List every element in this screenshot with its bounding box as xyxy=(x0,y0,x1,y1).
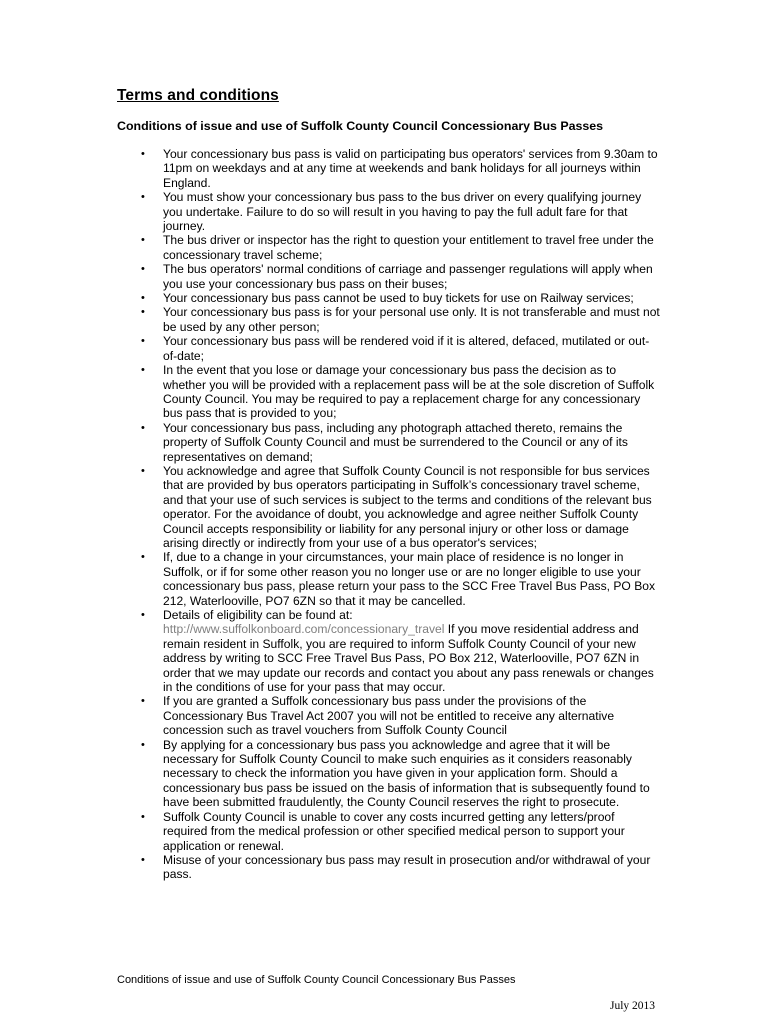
bullet-icon: • xyxy=(141,810,145,823)
eligibility-item xyxy=(117,608,662,694)
condition-text: Your concessionary bus pass will be rendered void if it is altered, defaced, mutilated or out-of-date; xyxy=(163,334,650,363)
condition-item xyxy=(117,853,662,882)
condition-item xyxy=(117,190,662,233)
condition-text: If, due to a change in your circumstances, your main place of residence is no longer in Suffolk, or if for some other reason you no longer use or are no longer eligible to use your concessionary bus pass, please return your pass to the SCC Free Travel Bus Pass, PO Box 212, Waterlooville, PO7 6ZN so that it may be cancelled. xyxy=(163,550,656,608)
condition-text: Your concessionary bus pass is for your personal use only. It is not transferable and must not be used by any other person; xyxy=(163,305,660,334)
condition-item xyxy=(117,464,662,550)
bullet-icon: • xyxy=(141,292,145,305)
bullet-icon: • xyxy=(141,853,145,866)
footer-title: Conditions of issue and use of Suffolk County Council Concessionary Bus Passes xyxy=(117,974,516,986)
condition-text: By applying for a concessionary bus pass you acknowledge and agree that it will be necessary for Suffolk County Council to make such enquiries as it considers reasonably necessary to check the information you have given in your application form. Should a concessionary bus pass be issued on the basis of information that is subsequently found to have been submitted fraudulently, the County Council reserves the right to prosecute. xyxy=(163,737,650,810)
condition-text: Suffolk County Council is unable to cover any costs incurred getting any letters/proof required from the medical profession or other specified medical person to support your application or renewal. xyxy=(163,809,625,853)
bullet-icon: • xyxy=(141,738,145,751)
bullet-icon: • xyxy=(141,148,145,160)
condition-text: The bus driver or inspector has the right to question your entitlement to travel free under the concessionary travel scheme; xyxy=(163,233,654,262)
bullet-icon: • xyxy=(141,335,145,348)
eligibility-text: If you move residential address and remain resident in Suffolk, you are required to inform Suffolk County Council of your new address by writing to SCC Free Travel Bus Pass, PO Box 212, Waterlooville, PO7 6ZN in order that we may update our records and contact you about any pass renewals or changes in the conditions of use for your pass that may occur. xyxy=(163,622,654,695)
footer-date: July 2013 xyxy=(610,1000,656,1012)
bullet-icon: • xyxy=(141,609,145,621)
condition-item xyxy=(117,147,662,190)
condition-text: In the event that you lose or damage your concessionary bus pass the decision as to whether you will be provided with a replacement pass will be at the sole discretion of Suffolk County Council. You may be required to pay a replacement charge for any concessionary bus pass that is provided to you; xyxy=(163,363,655,421)
condition-text: Your concessionary bus pass, including any photograph attached thereto, remains the property of Suffolk County Council and must be surrendered to the Council or any of its representatives on demand; xyxy=(163,420,628,464)
condition-text: Misuse of your concessionary bus pass may result in prosecution and/or withdrawal of your pass. xyxy=(163,852,651,882)
bullet-icon: • xyxy=(141,464,145,477)
eligibility-link[interactable]: http://www.suffolkonboard.com/concessionary_travel xyxy=(163,622,445,637)
condition-item xyxy=(117,550,662,608)
condition-item xyxy=(117,291,662,305)
condition-item xyxy=(117,334,662,363)
page-heading: Terms and conditions xyxy=(117,87,279,104)
eligibility-lead: Details of eligibility can be found at: xyxy=(163,608,353,622)
bullet-icon: • xyxy=(141,234,145,247)
bullet-icon: • xyxy=(141,421,145,434)
condition-item xyxy=(117,363,662,421)
condition-text: If you are granted a Suffolk concessionary bus pass under the provisions of the Concessionary Bus Travel Act 2007 you will not be entitled to receive any alternative concession such as travel vouchers from Suffolk County Council xyxy=(163,694,615,738)
bullet-icon: • xyxy=(141,263,145,276)
bullet-icon: • xyxy=(141,695,145,708)
document-subheading: Conditions of issue and use of Suffolk County Council Concessionary Bus Passes xyxy=(117,119,604,133)
condition-text: Your concessionary bus pass is valid on participating bus operators' services from 9.30am to 11pm on weekdays and at any time at weekends and bank holidays for all journeys within England. xyxy=(163,147,658,190)
condition-item xyxy=(117,421,662,464)
bullet-icon: • xyxy=(141,191,145,204)
condition-item xyxy=(117,262,662,291)
condition-text: The bus operators' normal conditions of carriage and passenger regulations will apply when you use your concessionary bus pass on their buses; xyxy=(163,262,653,291)
condition-item xyxy=(117,810,662,853)
condition-item xyxy=(117,694,662,737)
condition-text: You must show your concessionary bus pass to the bus driver on every qualifying journey you undertake. Failure to do so will result in you having to pay the full adult fare for that journey. xyxy=(163,190,642,234)
condition-text: Your concessionary bus pass cannot be used to buy tickets for use on Railway services; xyxy=(163,291,634,306)
conditions-list xyxy=(117,147,662,882)
bullet-icon: • xyxy=(141,306,145,319)
condition-item xyxy=(117,738,662,810)
condition-text: You acknowledge and agree that Suffolk County Council is not responsible for bus services that are provided by bus operators participating in Suffolk’s concessionary travel scheme, and that your use of such services is subject to the terms and conditions of the relevant bus operator. For the avoidance of doubt, you acknowledge and agree neither Suffolk County Council accepts responsibility or liability for any personal injury or other loss or damage arising directly or indirectly from your use of a bus operator's services; xyxy=(163,463,652,550)
condition-item xyxy=(117,233,662,262)
condition-item xyxy=(117,305,662,334)
bullet-icon: • xyxy=(141,551,145,564)
bullet-icon: • xyxy=(141,364,145,377)
